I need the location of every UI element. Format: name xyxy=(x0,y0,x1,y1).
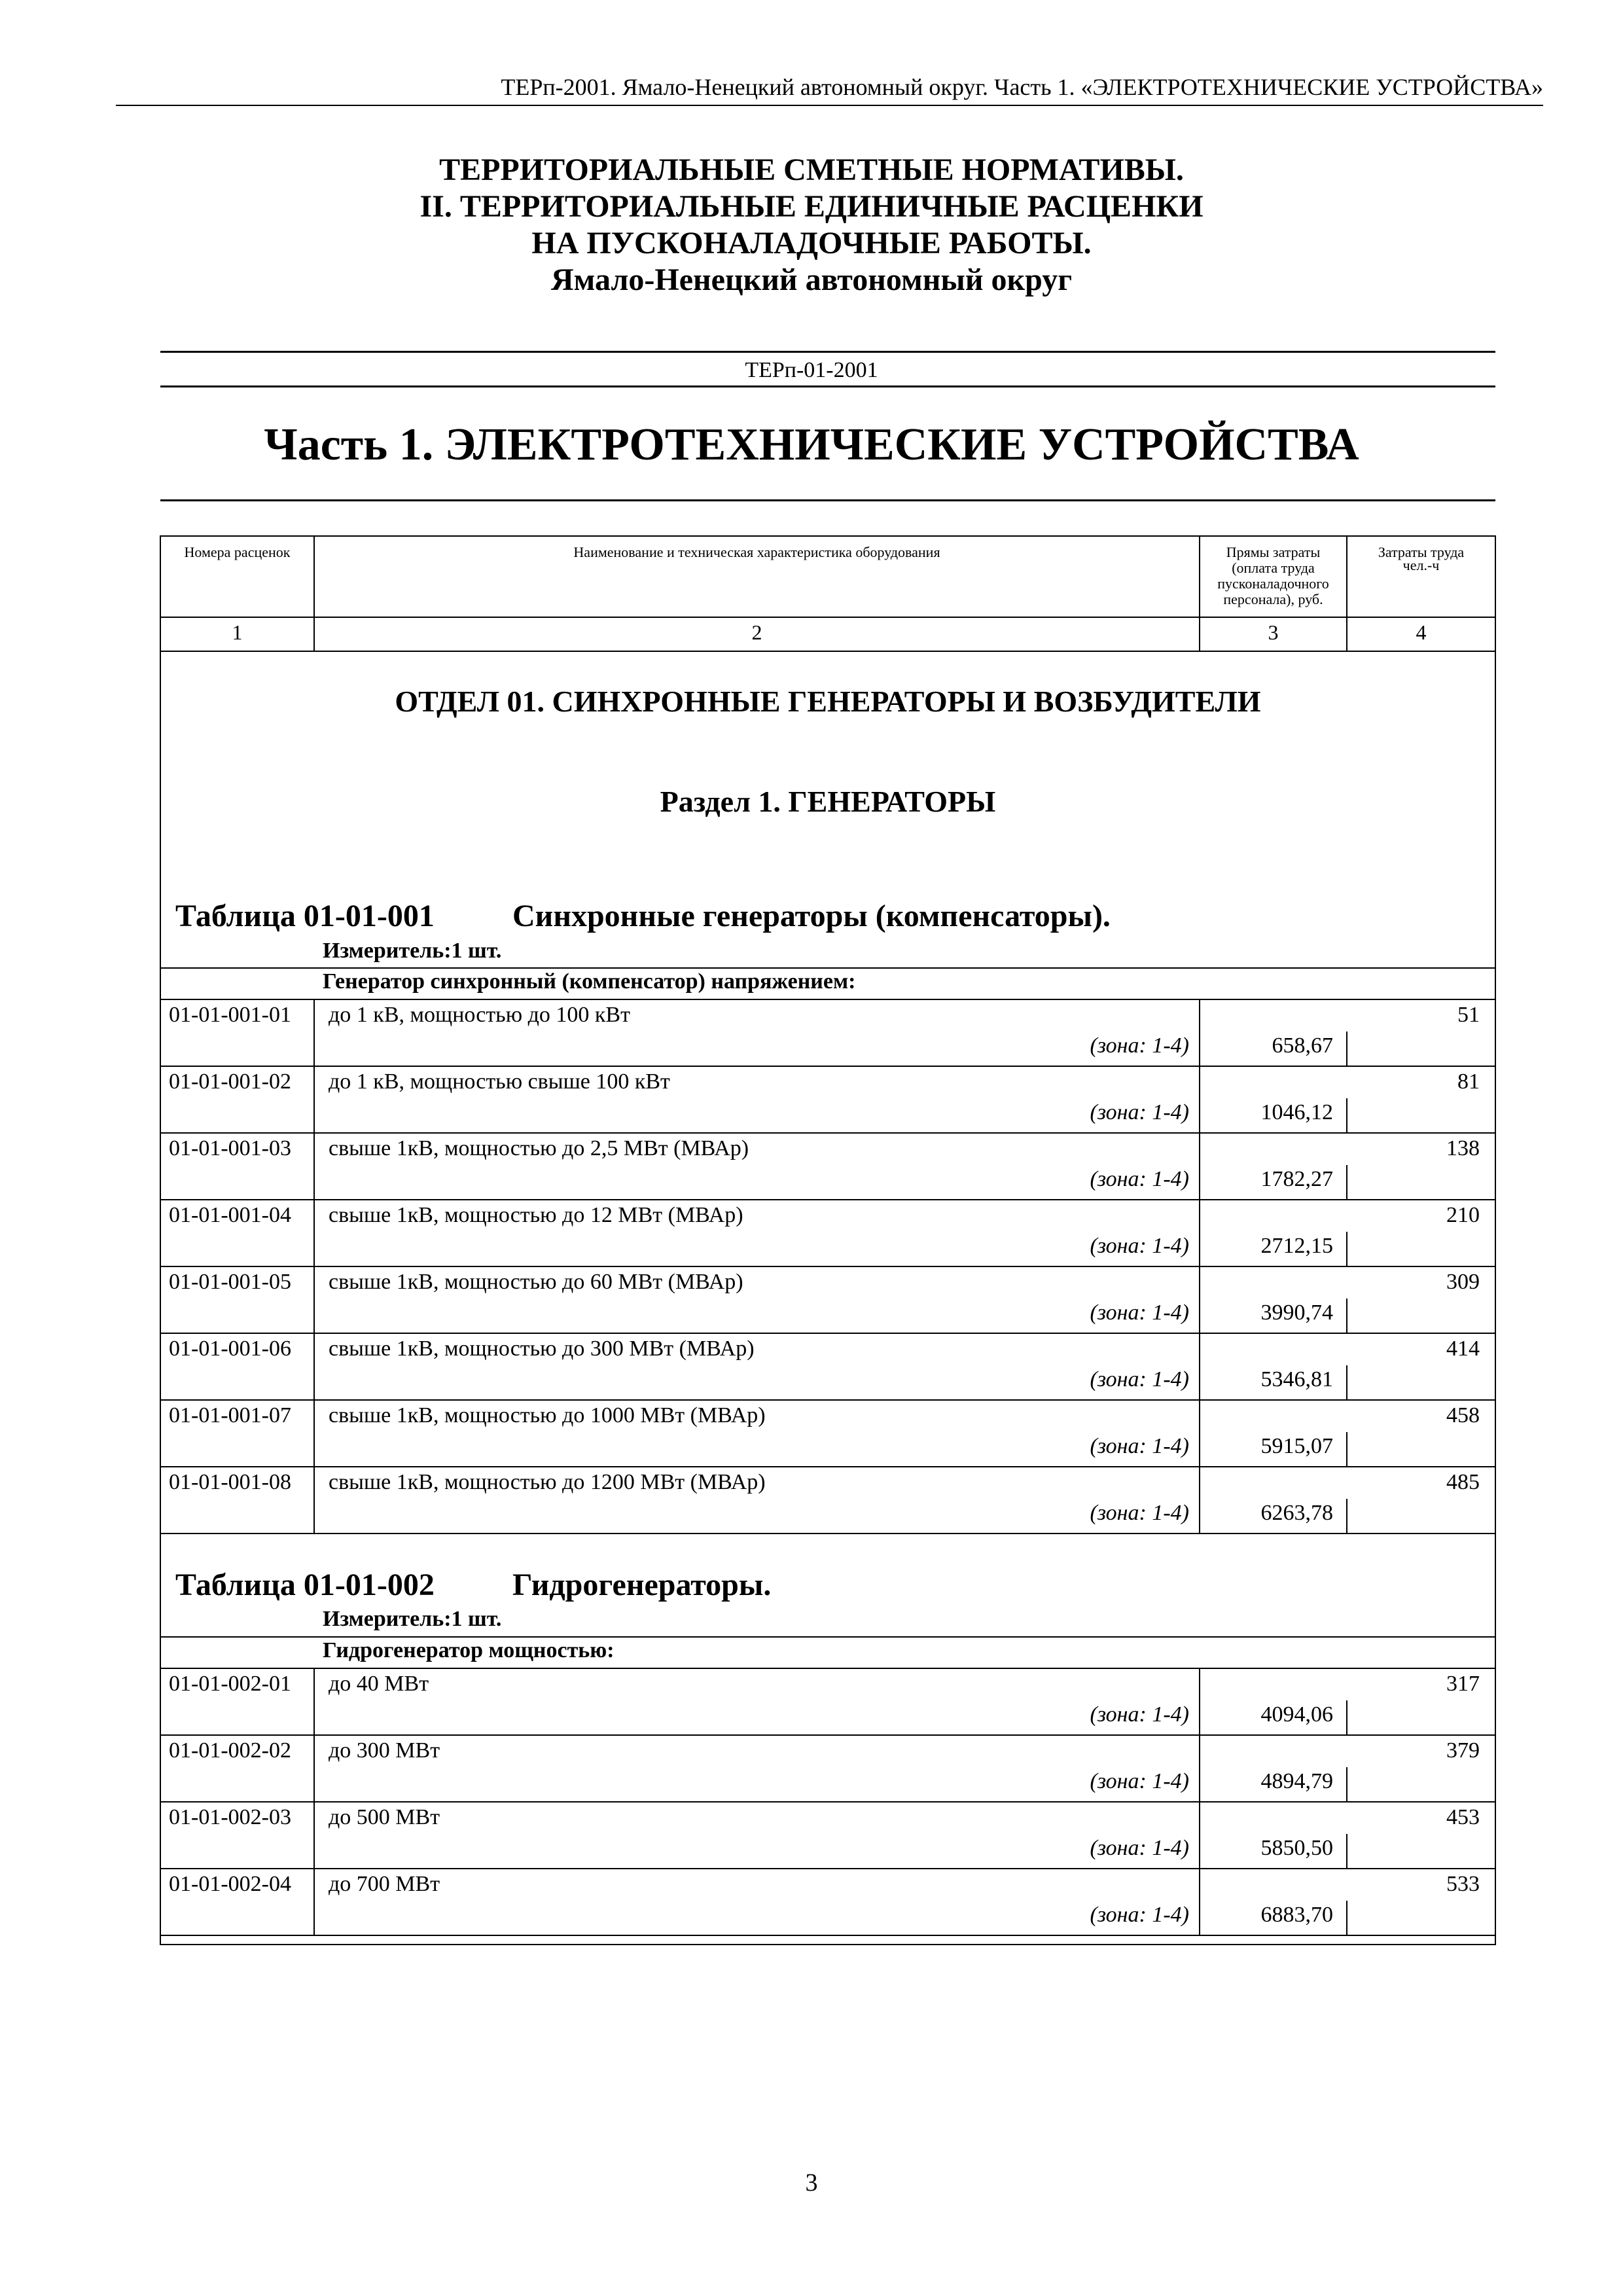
col-number-4: 4 xyxy=(1416,620,1427,644)
row-divider-code xyxy=(313,1868,315,1935)
equipment-description: до 300 МВт xyxy=(329,1738,440,1763)
zone-label: (зона: 1-4) xyxy=(1090,1100,1189,1124)
row-divider-cost xyxy=(1199,1734,1200,1801)
equipment-description: до 1 кВ, мощностью свыше 100 кВт xyxy=(329,1069,670,1094)
col-header-name: Наименование и техническая характеристика оборудования xyxy=(573,544,940,560)
row-divider-labor xyxy=(1346,1165,1347,1199)
zone-label: (зона: 1-4) xyxy=(1090,1234,1189,1258)
title-line-3: НА ПУСКОНАЛАДОЧНЫЕ РАБОТЫ. xyxy=(531,226,1092,260)
table-2-code: Таблица 01-01-002 xyxy=(175,1568,435,1602)
row-divider-labor xyxy=(1346,1499,1347,1533)
row-divider xyxy=(160,1868,1496,1869)
table-1-measure: Измеритель:1 шт. xyxy=(323,939,502,963)
direct-cost: 4894,79 xyxy=(1260,1769,1333,1793)
zone-label: (зона: 1-4) xyxy=(1090,1300,1189,1325)
zone-label: (зона: 1-4) xyxy=(1090,1836,1189,1860)
row-divider xyxy=(160,999,1496,1000)
rate-code: 01-01-002-01 xyxy=(169,1672,291,1696)
equipment-description: свыше 1кВ, мощностью до 12 МВт (МВАр) xyxy=(329,1203,743,1227)
row-divider-cost xyxy=(1199,1266,1200,1333)
equipment-description: до 1 кВ, мощностью до 100 кВт xyxy=(329,1003,630,1027)
row-divider xyxy=(160,1066,1496,1067)
equipment-description: свыше 1кВ, мощностью до 1200 МВт (МВАр) xyxy=(329,1470,766,1494)
rate-code: 01-01-002-02 xyxy=(169,1738,291,1763)
row-divider-code xyxy=(313,1801,315,1868)
rate-code: 01-01-001-08 xyxy=(169,1470,291,1494)
direct-cost: 2712,15 xyxy=(1260,1234,1333,1258)
part-title: Часть 1. ЭЛЕКТРОТЕХНИЧЕСКИЕ УСТРОЙСТВА xyxy=(264,420,1359,470)
row-divider-cost xyxy=(1199,1333,1200,1399)
labor-cost: 453 xyxy=(1446,1805,1480,1829)
labor-cost: 414 xyxy=(1446,1336,1480,1361)
zone-label: (зона: 1-4) xyxy=(1090,1769,1189,1793)
direct-cost: 5915,07 xyxy=(1260,1434,1333,1458)
zone-label: (зона: 1-4) xyxy=(1090,1367,1189,1391)
labor-cost: 138 xyxy=(1446,1136,1480,1160)
row-divider-code xyxy=(313,1668,315,1734)
table-1-subheading: Генератор синхронный (компенсатор) напряжением: xyxy=(323,969,856,994)
direct-cost: 6883,70 xyxy=(1260,1903,1333,1927)
direct-cost: 6263,78 xyxy=(1260,1501,1333,1525)
labor-cost: 51 xyxy=(1457,1003,1480,1027)
row-divider-labor xyxy=(1346,1365,1347,1399)
row-divider-labor xyxy=(1346,1901,1347,1935)
row-divider xyxy=(160,1132,1496,1134)
rate-code: 01-01-001-04 xyxy=(169,1203,291,1227)
row-divider-labor xyxy=(1346,1767,1347,1801)
row-divider xyxy=(160,1668,1496,1669)
rate-code: 01-01-001-07 xyxy=(169,1403,291,1427)
row-divider-cost xyxy=(1199,1199,1200,1266)
row-divider-code xyxy=(313,1734,315,1801)
row-divider-cost xyxy=(1199,999,1200,1066)
direct-cost: 1782,27 xyxy=(1260,1167,1333,1191)
row-divider xyxy=(160,1533,1496,1534)
row-divider-labor xyxy=(1346,1700,1347,1734)
col-header-labor: Затраты труда чел.-ч xyxy=(1378,544,1465,573)
row-divider-code xyxy=(313,1466,315,1533)
page-number: 3 xyxy=(805,2169,818,2197)
table-2-subheading: Гидрогенератор мощностью: xyxy=(323,1638,615,1662)
row-divider xyxy=(160,1199,1496,1200)
labor-cost: 485 xyxy=(1446,1470,1480,1494)
row-divider-cost xyxy=(1199,1399,1200,1466)
doc-code-rule-top xyxy=(160,351,1495,353)
row-divider-labor xyxy=(1346,1031,1347,1066)
colnum-separator xyxy=(160,651,1496,652)
row-divider-code xyxy=(313,999,315,1066)
equipment-description: свыше 1кВ, мощностью до 1000 МВт (МВАр) xyxy=(329,1403,766,1427)
col-number-2: 2 xyxy=(751,620,762,644)
table-2-measure: Измеритель:1 шт. xyxy=(323,1607,502,1631)
direct-cost: 4094,06 xyxy=(1260,1702,1333,1727)
row-divider-cost xyxy=(1199,1868,1200,1935)
row-divider xyxy=(160,1333,1496,1334)
row-divider-code xyxy=(313,1333,315,1399)
header-separator xyxy=(160,617,1496,618)
rate-code: 01-01-001-01 xyxy=(169,1003,291,1027)
row-divider-code xyxy=(313,1266,315,1333)
equipment-description: до 40 МВт xyxy=(329,1672,429,1696)
part-title-rule xyxy=(160,499,1495,501)
table-2-measure-rule xyxy=(160,1636,1496,1638)
row-divider xyxy=(160,1266,1496,1267)
table-2-name: Гидрогенераторы. xyxy=(512,1568,772,1602)
running-header: ТЕРп-2001. Ямало-Ненецкий автономный округ. Часть 1. «ЭЛЕКТРОТЕХНИЧЕСКИЕ УСТРОЙСТВА» xyxy=(501,74,1543,100)
zone-label: (зона: 1-4) xyxy=(1090,1434,1189,1458)
col-header-number: Номера расценок xyxy=(184,544,291,560)
direct-cost: 658,67 xyxy=(1272,1033,1333,1058)
equipment-description: свыше 1кВ, мощностью до 2,5 МВт (МВАр) xyxy=(329,1136,749,1160)
row-divider-code xyxy=(313,1399,315,1466)
row-divider-labor xyxy=(1346,1432,1347,1466)
row-divider-cost xyxy=(1199,1132,1200,1199)
title-line-1: ТЕРРИТОРИАЛЬНЫЕ СМЕТНЫЕ НОРМАТИВЫ. xyxy=(439,152,1184,187)
rate-code: 01-01-002-03 xyxy=(169,1805,291,1829)
row-divider xyxy=(160,1734,1496,1736)
equipment-description: до 500 МВт xyxy=(329,1805,440,1829)
row-divider xyxy=(160,1466,1496,1467)
direct-cost: 1046,12 xyxy=(1260,1100,1333,1124)
col-header-direct-costs: Прямы затраты (оплата труда пусконаладочного персонала), руб. xyxy=(1217,544,1329,607)
labor-cost: 309 xyxy=(1446,1270,1480,1294)
row-divider-cost xyxy=(1199,1466,1200,1533)
col-number-1: 1 xyxy=(232,620,243,644)
rate-code: 01-01-001-02 xyxy=(169,1069,291,1094)
department-heading: ОТДЕЛ 01. СИНХРОННЫЕ ГЕНЕРАТОРЫ И ВОЗБУДИТЕЛИ xyxy=(395,685,1261,718)
equipment-description: до 700 МВт xyxy=(329,1872,440,1896)
table-1-name: Синхронные генераторы (компенсаторы). xyxy=(512,899,1111,933)
labor-cost: 210 xyxy=(1446,1203,1480,1227)
labor-cost: 458 xyxy=(1446,1403,1480,1427)
zone-label: (зона: 1-4) xyxy=(1090,1033,1189,1058)
rate-code: 01-01-001-05 xyxy=(169,1270,291,1294)
direct-cost: 3990,74 xyxy=(1260,1300,1333,1325)
row-divider-code xyxy=(313,1132,315,1199)
doc-code-rule-bottom xyxy=(160,386,1495,387)
labor-cost: 317 xyxy=(1446,1672,1480,1696)
table-1-measure-rule xyxy=(160,967,1496,969)
equipment-description: свыше 1кВ, мощностью до 300 МВт (МВАр) xyxy=(329,1336,755,1361)
row-divider-cost xyxy=(1199,1801,1200,1868)
labor-cost: 81 xyxy=(1457,1069,1480,1094)
table-1-code: Таблица 01-01-001 xyxy=(175,899,435,933)
zone-label: (зона: 1-4) xyxy=(1090,1501,1189,1525)
doc-code: ТЕРп-01-2001 xyxy=(745,358,878,382)
row-divider-code xyxy=(313,1199,315,1266)
zone-label: (зона: 1-4) xyxy=(1090,1167,1189,1191)
header-rule xyxy=(116,105,1543,106)
row-divider xyxy=(160,1935,1496,1936)
title-line-2: II. ТЕРРИТОРИАЛЬНЫЕ ЕДИНИЧНЫЕ РАСЦЕНКИ xyxy=(419,189,1204,224)
document-title xyxy=(0,152,1623,298)
row-divider xyxy=(160,1801,1496,1803)
labor-cost: 533 xyxy=(1446,1872,1480,1896)
row-divider-code xyxy=(313,1066,315,1132)
section-heading: Раздел 1. ГЕНЕРАТОРЫ xyxy=(660,785,996,818)
rate-code: 01-01-001-03 xyxy=(169,1136,291,1160)
row-divider-cost xyxy=(1199,1066,1200,1132)
row-divider-labor xyxy=(1346,1299,1347,1333)
zone-label: (зона: 1-4) xyxy=(1090,1903,1189,1927)
equipment-description: свыше 1кВ, мощностью до 60 МВт (МВАр) xyxy=(329,1270,743,1294)
zone-label: (зона: 1-4) xyxy=(1090,1702,1189,1727)
direct-cost: 5346,81 xyxy=(1260,1367,1333,1391)
row-divider-cost xyxy=(1199,1668,1200,1734)
row-divider-labor xyxy=(1346,1098,1347,1132)
direct-cost: 5850,50 xyxy=(1260,1836,1333,1860)
row-divider-labor xyxy=(1346,1834,1347,1868)
title-line-4: Ямало-Ненецкий автономный округ xyxy=(550,262,1072,297)
rate-code: 01-01-002-04 xyxy=(169,1872,291,1896)
row-divider-labor xyxy=(1346,1232,1347,1266)
rate-code: 01-01-001-06 xyxy=(169,1336,291,1361)
col-number-3: 3 xyxy=(1268,620,1279,644)
labor-cost: 379 xyxy=(1446,1738,1480,1763)
row-divider xyxy=(160,1399,1496,1401)
